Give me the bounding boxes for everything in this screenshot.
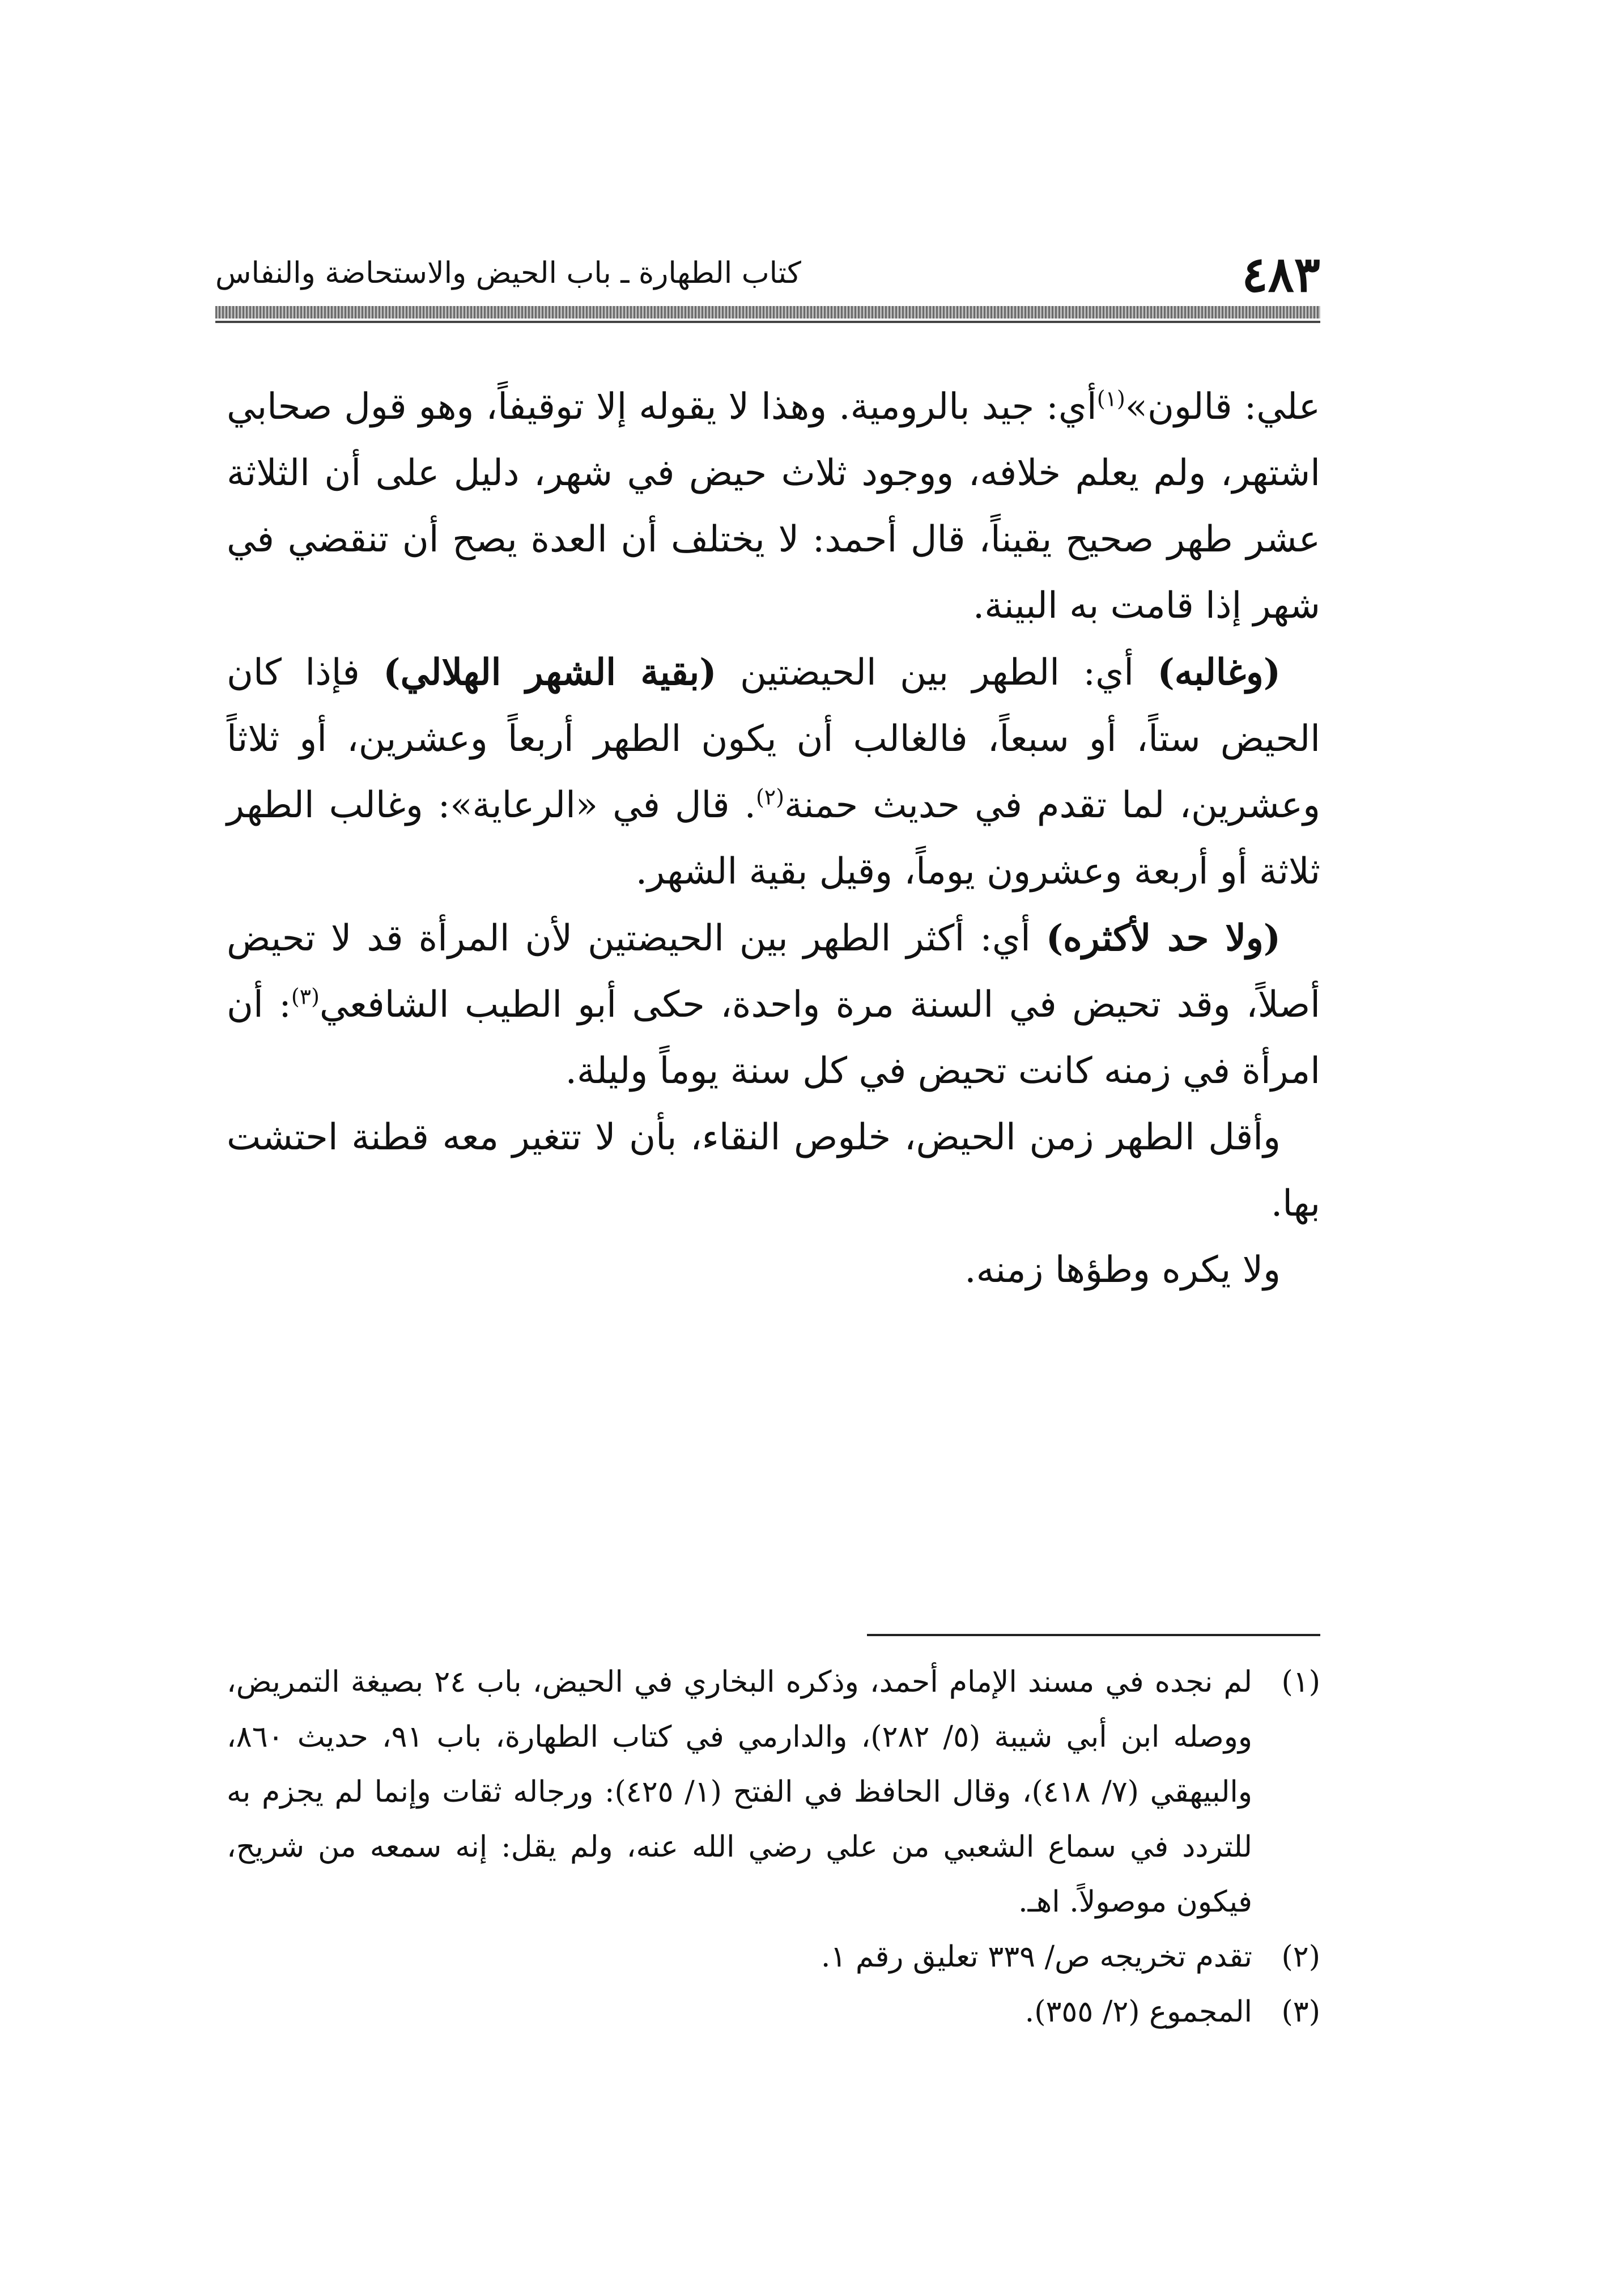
paragraph-2-text-c: . قال في «الرعاية»: وغالب الطهر ثلاثة أو أربعة وعشرون يوماً، وقيل بقية الشهر. <box>227 784 1320 893</box>
footnote-text: لم نجده في مسند الإمام أحمد، وذكره البخاري في الحيض، باب ٢٤ بصيغة التمريض، ووصله ابن أبي شيبة (٥/ ٢٨٢)، والدارمي في كتاب الطهارة، باب ٩١، حديث ٨٦٠، والبيهقي (٧/ ٤١٨)، وقال الحافظ في الفتح (١/ ٤٢٥): ورجاله ثقات وإنما لم يجزم به للتردد في سماع الشعبي من علي رضي الله عنه، ولم يقل: إنه سمعه من شريح، فيكون موصولاً. اهـ. <box>227 1665 1252 1919</box>
footnote-number: (٣) <box>1281 1995 1320 2029</box>
footnote-ref-3: (٣) <box>291 984 320 1009</box>
paragraph-3-text-b: : أن امرأة في زمنه كانت تحيض في كل سنة يوماً وليلة. <box>227 984 1320 1092</box>
header-title: كتاب الطهارة ـ باب الحيض والاستحاضة والنفاس <box>215 256 801 290</box>
footnote-text: المجموع (٢/ ٣٥٥). <box>1024 1995 1252 2029</box>
page-number: ٤٨٣ <box>1242 246 1320 303</box>
paragraph-2 <box>227 639 1320 905</box>
paragraph-2-matn-a: (وغالبه) <box>1157 651 1281 694</box>
header-rule-line <box>215 321 1320 323</box>
paragraph-1-text-a: علي: قالون» <box>1125 386 1321 428</box>
paragraph-1 <box>227 374 1320 639</box>
footnotes <box>227 1655 1320 2040</box>
footnote-ref-2: (٢) <box>755 784 785 810</box>
main-text <box>227 374 1320 1303</box>
paragraph-4: وأقل الطهر زمن الحيض، خلوص النقاء، بأن لا تتغير معه قطنة احتشت بها. <box>227 1116 1320 1225</box>
footnote-separator <box>867 1634 1320 1636</box>
footnote-2 <box>227 1930 1320 1985</box>
paragraph-3-matn-a: (ولا حد لأكثره) <box>1045 917 1281 959</box>
paragraph-2-matn-b: (بقية الشهر الهلالي) <box>383 651 717 694</box>
footnote-ref-1: (١) <box>1096 386 1125 411</box>
paragraph-2-text-a: أي: الطهر بين الحيضتين <box>716 652 1158 694</box>
paragraph-1-text-b: أي: جيد بالرومية. وهذا لا يقوله إلا توقيفاً، وهو قول صحابي اشتهر، ولم يعلم خلافه، ووجود ثلاث حيض في شهر، دليل على أن الثلاثة عشر طهر صحيح يقيناً، قال أحمد: لا يختلف أن العدة يصح أن تنقضي في شهر إذا قامت به البينة. <box>227 386 1321 627</box>
footnote-3 <box>227 1985 1320 2040</box>
paragraph-2-text-b: فإذا كان الحيض ستاً، أو سبعاً، فالغالب أن يكون الطهر أربعاً وعشرين، أو ثلاثاً وعشرين، لما تقدم في حديث حمنة <box>227 652 1321 826</box>
footnote-number: (١) <box>1281 1665 1320 1699</box>
running-header <box>215 238 1320 306</box>
header-rule <box>215 306 1320 319</box>
footnote-text: تقدم تخريجه ص/ ٣٣٩ تعليق رقم ١. <box>820 1940 1252 1974</box>
paragraph-3 <box>227 905 1320 1105</box>
footnote-number: (٢) <box>1281 1940 1320 1974</box>
paragraph-5: ولا يكره وطؤها زمنه. <box>964 1249 1281 1291</box>
footnote-1 <box>227 1655 1320 1930</box>
paragraph-3-text-a: أي: أكثر الطهر بين الحيضتين لأن المرأة قد لا تحيض أصلاً، وقد تحيض في السنة مرة واحدة، حكى أبو الطيب الشافعي <box>227 918 1321 1026</box>
